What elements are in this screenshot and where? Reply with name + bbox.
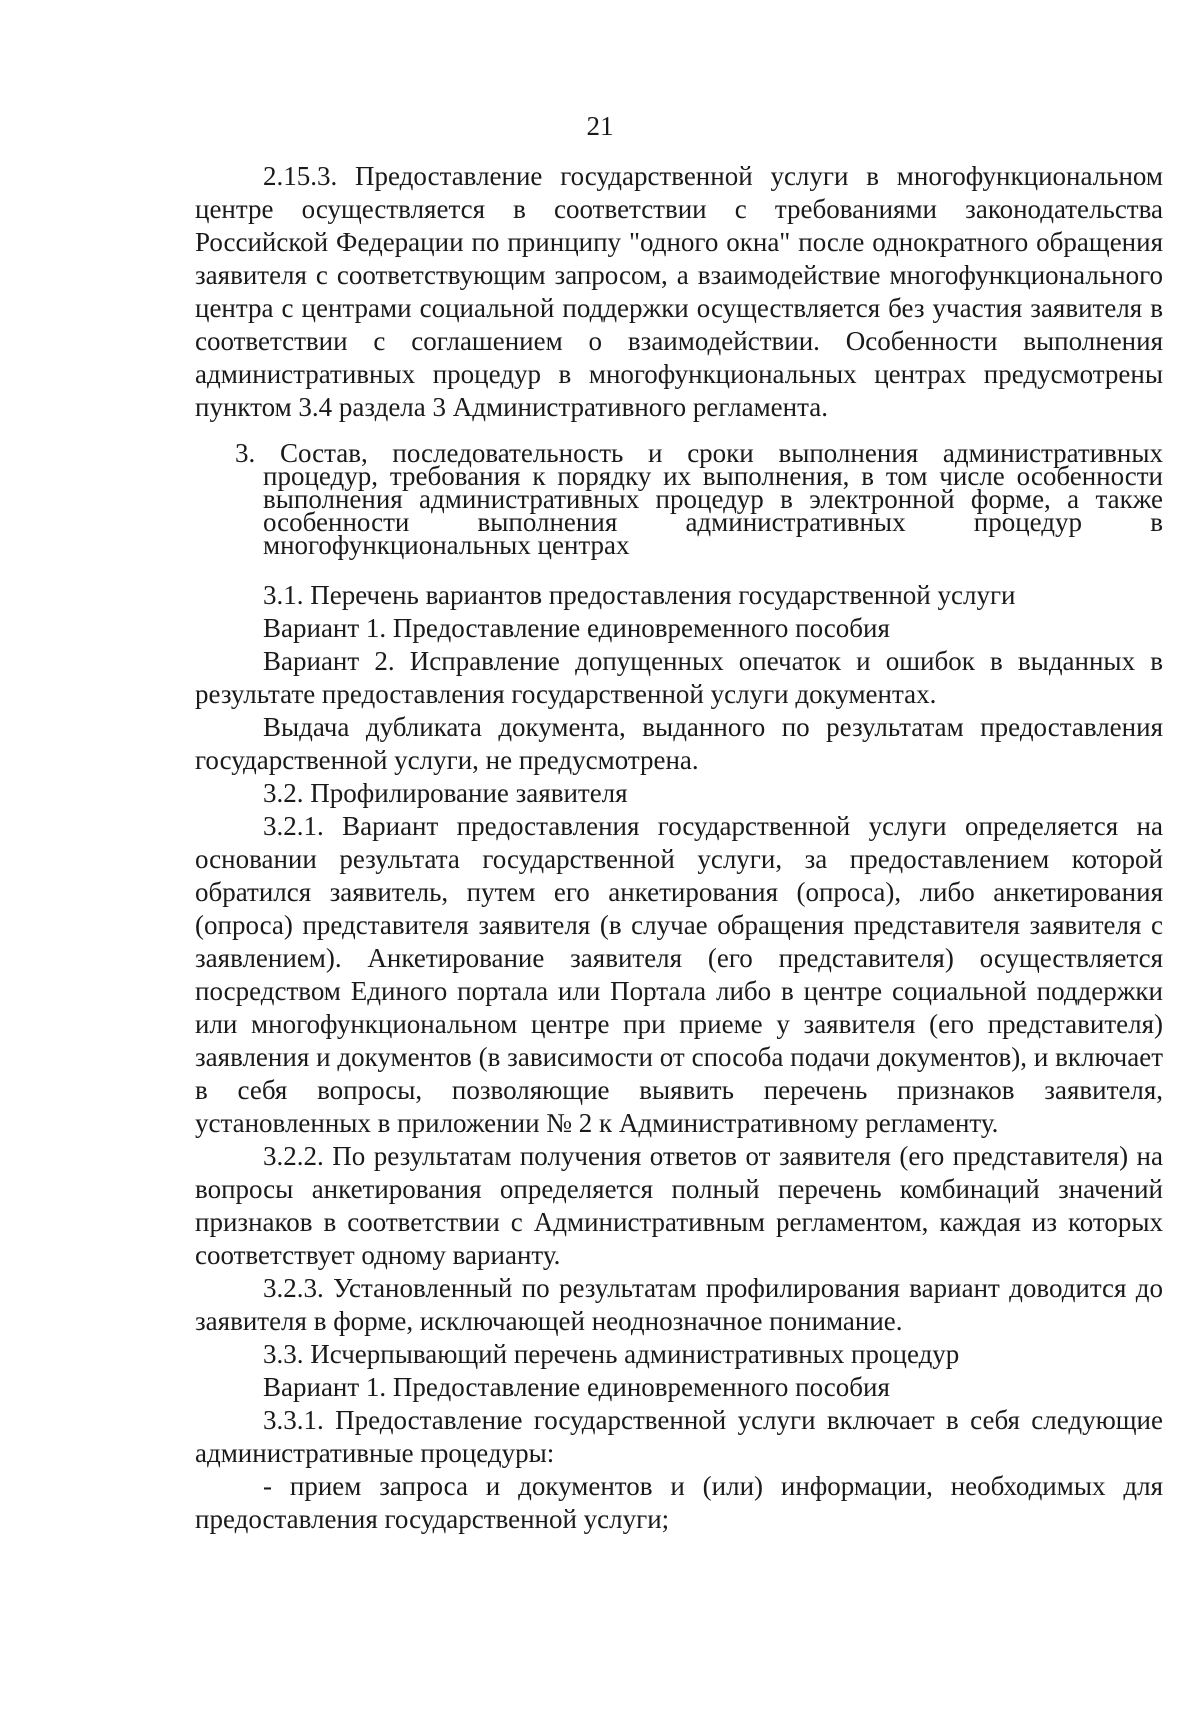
section-3-heading: 3. Состав, последовательность и сроки выполнения административных процедур, требования к порядку их выполнения, в том числе особенности выполнения административных процедур в электронной форме, а также особенности выполнения административных процедур в многофункциональных центрах: [235, 438, 1163, 560]
document-body: [195, 160, 1163, 1536]
paragraph-3-2: 3.2. Профилирование заявителя: [263, 778, 628, 808]
paragraph-3-3-1: 3.3.1. Предоставление государственной услуги включает в себя следующие административные процедуры:: [195, 1405, 1163, 1468]
paragraph-3-2-1: 3.2.1. Вариант предоставления государственной услуги определяется на основании результата государственной услуги, за предоставлением которой обратился заявитель, путем его анкетирования (опроса), либо анкетирования (опроса) представителя заявителя (в случае обращения представителя заявителя с заявлением). Анкетирование заявителя (его представителя) осуществляется посредством Единого портала или Портала либо в центре социальной поддержки или многофункциональном центре при приеме у заявителя (его представителя) заявления и документов (в зависимости от способа подачи документов), и включает в себя вопросы, позволяющие выявить перечень признаков заявителя, установленных в приложении № 2 к Административному регламенту.: [195, 811, 1163, 1138]
paragraph-variant-1: Вариант 1. Предоставление единовременного пособия: [263, 613, 890, 643]
paragraph-3-1: 3.1. Перечень вариантов предоставления государственной услуги: [263, 580, 1016, 610]
paragraph-3-2-3: 3.2.3. Установленный по результатам профилирования вариант доводится до заявителя в форме, исключающей неоднозначное понимание.: [195, 1273, 1163, 1336]
paragraph-3-2-2: 3.2.2. По результатам получения ответов от заявителя (его представителя) на вопросы анкетирования определяется полный перечень комбинаций значений признаков в соответствии с Административным регламентом, каждая из которых соответствует одному варианту.: [195, 1141, 1163, 1270]
page-number: 21: [586, 111, 614, 141]
list-item-procedure: - прием запроса и документов и (или) информации, необходимых для предоставления государственной услуги;: [195, 1471, 1163, 1534]
paragraph-2-15-3: 2.15.3. Предоставление государственной услуги в многофункциональном центре осуществляется в соответствии с требованиями законодательства Российской Федерации по принципу "одного окна" после однократного обращения заявителя с соответствующим запросом, а взаимодействие многофункционального центра с центрами социальной поддержки осуществляется без участия заявителя в соответствии с соглашением о взаимодействии. Особенности выполнения административных процедур в многофункциональных центрах предусмотрены пунктом 3.4 раздела 3 Административного регламента.: [195, 161, 1163, 422]
paragraph-variant-1-procedures: Вариант 1. Предоставление единовременного пособия: [263, 1372, 890, 1402]
paragraph-3-3: 3.3. Исчерпывающий перечень административных процедур: [263, 1339, 960, 1369]
paragraph-duplicate: Выдача дубликата документа, выданного по результатам предоставления государственной услуги, не предусмотрена.: [195, 712, 1163, 775]
paragraph-variant-2: Вариант 2. Исправление допущенных опечаток и ошибок в выданных в результате предоставления государственной услуги документах.: [195, 646, 1163, 709]
